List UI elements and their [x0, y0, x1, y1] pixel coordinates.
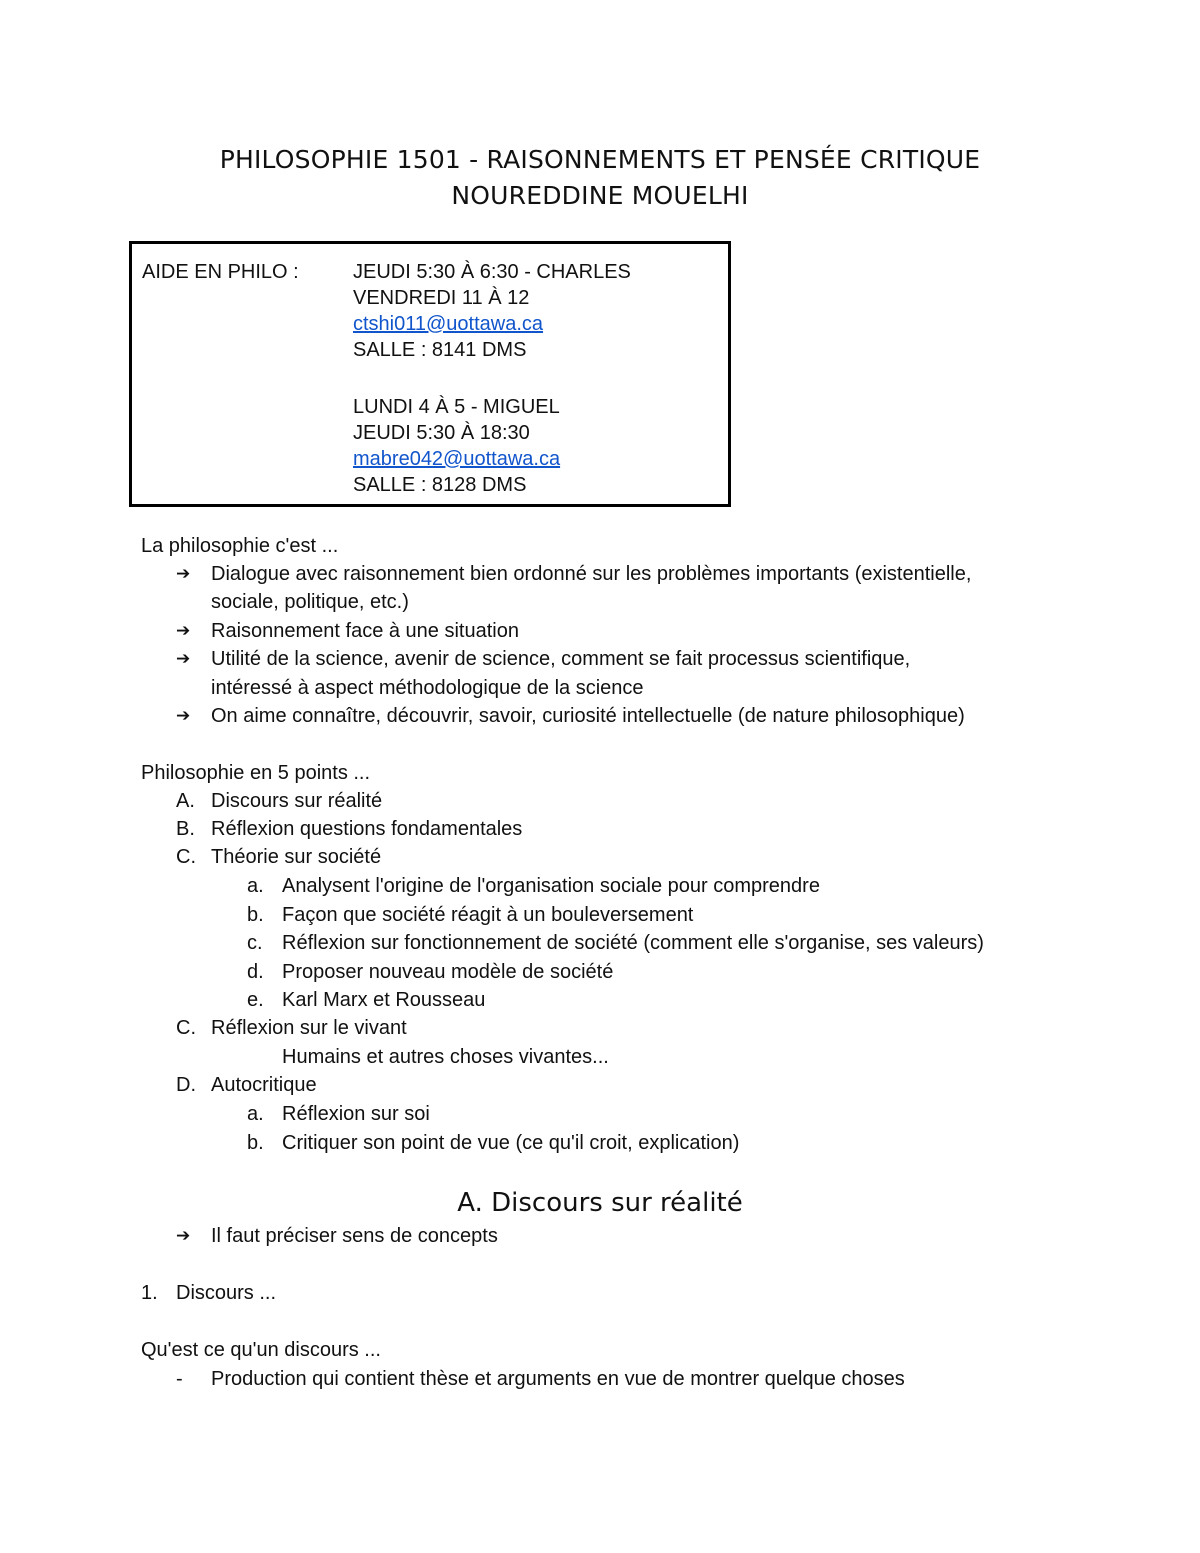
list-item-continuation: sociale, politique, etc.) — [211, 591, 409, 613]
miguel-email-link[interactable]: mabre042@uottawa.ca — [353, 448, 561, 470]
list-item: Il faut préciser sens de concepts — [211, 1225, 498, 1247]
list-item: Dialogue avec raisonnement bien ordonné sur les problèmes importants (existentielle, — [211, 563, 972, 585]
sub-list-marker: b. — [247, 1132, 264, 1154]
list-marker: B. — [176, 818, 195, 840]
section-heading: A. Discours sur réalité — [457, 1188, 743, 1218]
list-item: Autocritique — [211, 1074, 317, 1096]
list-item: Discours sur réalité — [211, 790, 383, 812]
list-item: Raisonnement face à une situation — [211, 620, 519, 642]
sub-list-item: Réflexion sur fonctionnement de société (comment elle s'organise, ses valeurs) — [282, 932, 984, 954]
miguel-schedule-1: LUNDI 4 À 5 - MIGUEL — [353, 396, 560, 418]
arrow-bullet-icon: ➔ — [176, 621, 191, 641]
arrow-bullet-icon: ➔ — [176, 649, 191, 669]
question-text: Qu'est ce qu'un discours ... — [141, 1339, 381, 1361]
charles-schedule-2: VENDREDI 11 À 12 — [353, 287, 530, 309]
numbered-marker: 1. — [141, 1282, 158, 1304]
sub-list-marker: d. — [247, 961, 264, 983]
arrow-bullet-icon: ➔ — [176, 706, 191, 726]
document-author: NOUREDDINE MOUELHI — [451, 181, 749, 210]
charles-schedule-1: JEUDI 5:30 À 6:30 - CHARLES — [353, 261, 631, 283]
charles-email-link[interactable]: ctshi011@uottawa.ca — [353, 313, 544, 335]
list-item: Réflexion sur le vivant — [211, 1017, 407, 1039]
list-item: Théorie sur société — [211, 846, 382, 868]
sub-list-marker: c. — [247, 932, 263, 954]
sub-list-item: Karl Marx et Rousseau — [282, 989, 486, 1011]
list-item: On aime connaître, découvrir, savoir, curiosité intellectuelle (de nature philosophique) — [211, 705, 965, 727]
sub-list-item: Façon que société réagit à un bouleversement — [282, 904, 694, 926]
list-marker: D. — [176, 1074, 196, 1096]
sub-list-item: Critiquer son point de vue (ce qu'il croit, explication) — [282, 1132, 740, 1154]
sub-list-item: Proposer nouveau modèle de société — [282, 961, 614, 983]
list-item: Réflexion questions fondamentales — [211, 818, 523, 840]
miguel-schedule-2: JEUDI 5:30 À 18:30 — [353, 422, 530, 444]
sub-list-item: Réflexion sur soi — [282, 1103, 430, 1125]
charles-room: SALLE : 8141 DMS — [353, 339, 527, 361]
list-item: Utilité de la science, avenir de science, comment se fait processus scientifique, — [211, 648, 911, 670]
list-item: Production qui contient thèse et arguments en vue de montrer quelque choses — [211, 1368, 905, 1390]
sub-list-marker: a. — [247, 1103, 264, 1125]
sub-list-item: Humains et autres choses vivantes... — [282, 1046, 609, 1068]
list-marker: C. — [176, 1017, 196, 1039]
numbered-item: Discours ... — [176, 1282, 277, 1304]
sub-list-item: Analysent l'origine de l'organisation sociale pour comprendre — [282, 875, 820, 897]
section-intro: Philosophie en 5 points ... — [141, 762, 371, 784]
miguel-room: SALLE : 8128 DMS — [353, 474, 527, 496]
arrow-bullet-icon: ➔ — [176, 564, 191, 584]
list-item-continuation: intéressé à aspect méthodologique de la science — [211, 677, 644, 699]
sub-list-marker: b. — [247, 904, 264, 926]
sub-list-marker: a. — [247, 875, 264, 897]
sub-list-marker: e. — [247, 989, 264, 1011]
arrow-bullet-icon: ➔ — [176, 1226, 191, 1246]
document-title: PHILOSOPHIE 1501 - RAISONNEMENTS ET PENSÉE CRITIQUE — [219, 145, 981, 174]
section-intro: La philosophie c'est ... — [141, 535, 339, 557]
aide-en-philo-box — [129, 241, 731, 507]
list-marker: C. — [176, 846, 196, 868]
aide-label: AIDE EN PHILO : — [142, 261, 299, 283]
list-marker: A. — [176, 790, 195, 812]
dash-marker: - — [176, 1368, 183, 1390]
